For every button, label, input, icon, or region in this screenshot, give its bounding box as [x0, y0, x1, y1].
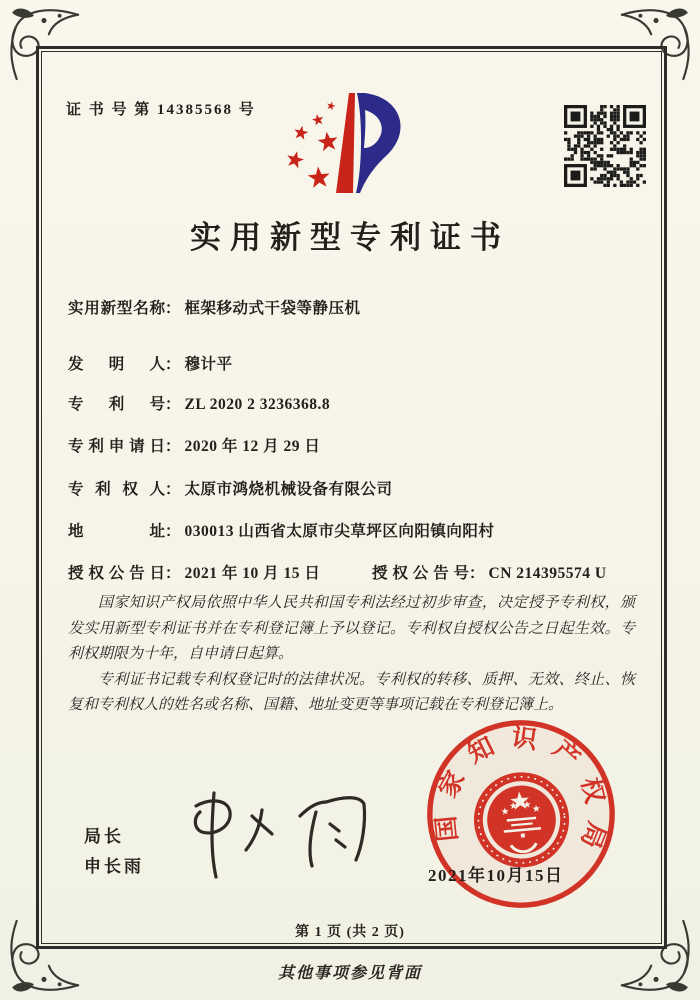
colon: ：	[165, 565, 181, 582]
certificate-title: 实用新型专利证书	[190, 220, 510, 255]
legal-paragraph-1: 国家知识产权局依照中华人民共和国专利法经过初步审查，决定授予专利权，颁发实用新型专利证书并在专利登记簿上予以登记。专利权自授权公告之日起生效。专利权期限为十年，自申请日起算。	[68, 595, 635, 662]
colon: ：	[469, 565, 485, 582]
legal-text-block	[68, 591, 635, 719]
field-label: 授权公告号	[372, 565, 469, 582]
colon: ：	[165, 438, 181, 455]
field-grant-row	[68, 561, 607, 583]
field-patentee	[68, 477, 393, 499]
colon: ：	[165, 356, 181, 373]
field-value: 2020 年 12 月 29 日	[184, 438, 321, 455]
field-value: ZL 2020 2 3236368.8	[184, 396, 331, 413]
colon: ：	[165, 523, 181, 540]
footer-note: 其他事项参见背面	[277, 965, 422, 982]
signer-block	[84, 822, 144, 882]
signature	[168, 778, 380, 886]
field-patent-number	[68, 392, 330, 414]
seal-text: 国家知识产权局	[429, 722, 613, 867]
field-value: 2021 年 10 月 15 日	[184, 565, 321, 582]
certificate-number: 证 书 号 第 14385568 号	[66, 102, 256, 118]
field-label: 专利权人	[68, 481, 165, 498]
cnipa-logo	[286, 90, 412, 198]
logo-blue-p	[356, 93, 401, 193]
field-value: 030013 山西省太原市尖草坪区向阳镇向阳村	[184, 523, 495, 540]
seal-date: 2021年10月15日	[428, 866, 564, 885]
signer-name: 申长雨	[84, 857, 144, 876]
signer-title: 局长	[84, 827, 124, 846]
grant-number-pair	[372, 561, 607, 583]
field-label: 实用新型名称	[68, 300, 165, 317]
field-value: 穆计平	[184, 356, 233, 373]
legal-paragraph-2: 专利证书记载专利权登记时的法律状况。专利权的转移、质押、无效、终止、恢复和专利权人的姓名或名称、国籍、地址变更等事项记载在专利登记簿上。	[68, 671, 635, 713]
field-label: 地址	[68, 523, 165, 540]
colon: ：	[165, 481, 181, 498]
field-value: 框架移动式干袋等静压机	[184, 300, 361, 317]
field-label: 专利号	[68, 396, 165, 413]
field-label: 专利申请日	[68, 438, 165, 455]
colon: ：	[165, 396, 181, 413]
field-value: CN 214395574 U	[488, 565, 607, 582]
field-label: 发明人	[68, 356, 165, 373]
official-seal	[415, 708, 627, 920]
colon: ：	[165, 300, 181, 317]
field-value: 太原市鸿烧机械设备有限公司	[184, 481, 393, 498]
grant-date-pair	[68, 565, 320, 582]
field-filing-date	[68, 434, 320, 456]
qr-code	[564, 105, 646, 187]
field-address	[68, 519, 494, 541]
field-label: 授权公告日	[68, 565, 165, 582]
logo-red-wedge	[336, 93, 355, 193]
page-info: 第 1 页 (共 2 页)	[295, 925, 405, 940]
field-utility-model-name	[68, 296, 361, 318]
field-inventor	[68, 352, 233, 374]
national-emblem	[475, 773, 568, 866]
